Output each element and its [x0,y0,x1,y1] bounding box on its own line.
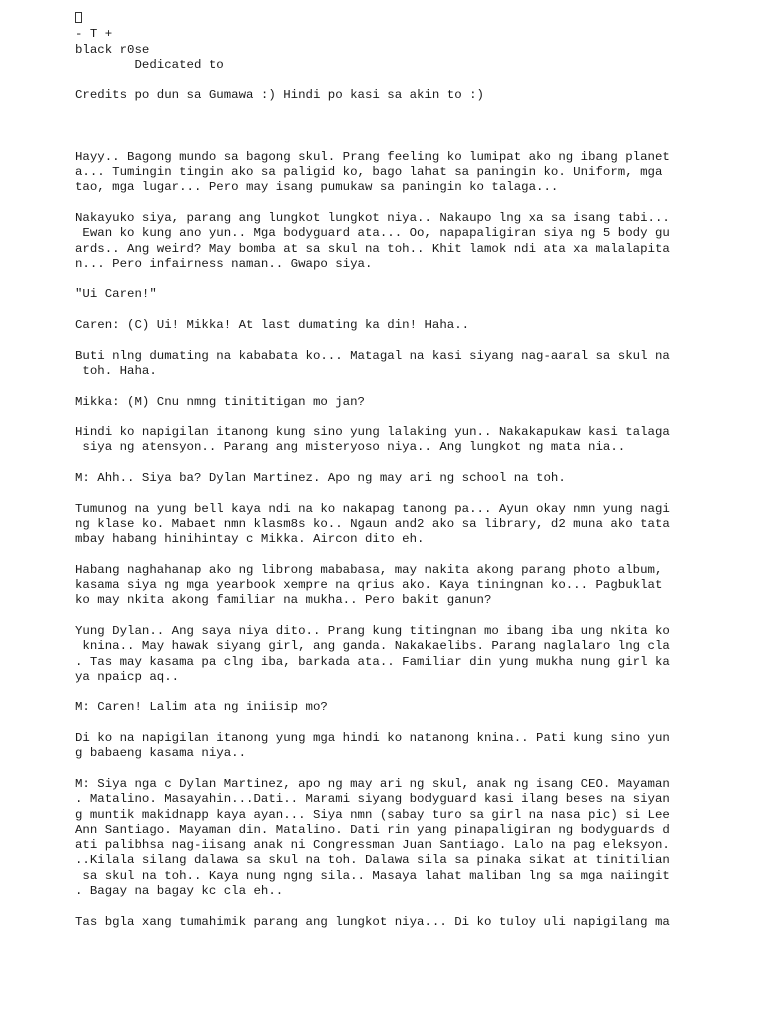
paragraph-gap [75,410,685,425]
paragraph-line: ng klase ko. Mabaet nmn klasm8s ko.. Ngaun and2 ako sa library, d2 muna ako tata [75,516,670,531]
story-paragraph [75,150,685,196]
spacer [75,104,685,150]
paragraph-line: a... Tumingin tingin ako sa paligid ko, bago lahat sa paningin ko. Uniform, mga [75,165,663,180]
paragraph-line: Ewan ko kung ano yun.. Mga bodyguard ata... Oo, napapaligiran siya ng 5 body gu [75,226,670,241]
paragraph-gap [75,196,685,211]
paragraph-line: mbay habang hinihintay c Mikka. Aircon dito eh. [75,532,425,547]
paragraph-line: knina.. May hawak siyang girl, ang ganda. Nakakaelibs. Parang naglalaro lng cla [75,639,670,654]
paragraph-gap [75,272,685,287]
paragraph-line: M: Ahh.. Siya ba? Dylan Martinez. Apo ng may ari ng school na toh. [75,471,566,486]
story-paragraph [75,700,685,715]
story-paragraph [75,318,685,333]
paragraph-line: Hindi ko napigilan itanong kung sino yung lalaking yun.. Nakakapukaw kasi talaga [75,425,670,440]
paragraph-line: Ann Santiago. Mayaman din. Matalino. Dati rin yang pinapaligiran ng bodyguards d [75,822,670,837]
paragraph-gap [75,609,685,624]
paragraph-line: Hayy.. Bagong mundo sa bagong skul. Prang feeling ko lumipat ako ng ibang planet [75,149,670,164]
paragraph-gap [75,333,685,348]
paragraph-line: g muntik makidnapp kaya ayan... Siya nmn (sabay turo sa girl na nasa pic) si Lee [75,807,670,822]
header-line-3: Dedicated to [75,57,224,72]
paragraph-line: Buti nlng dumating na kababata ko... Matagal na kasi siyang nag-aaral sa skul na [75,348,670,363]
paragraph-line: Yung Dylan.. Ang saya niya dito.. Prang kung titingnan mo ibang iba ung nkita ko [75,623,670,638]
spacer [75,73,685,88]
story-paragraph [75,731,685,762]
paragraph-line: Habang naghahanap ako ng librong mababasa, may nakita akong parang photo album, [75,562,663,577]
story-paragraph [75,287,685,302]
header-glyph-line [75,12,685,27]
paragraph-gap [75,303,685,318]
paragraph-line: g babaeng kasama niya.. [75,746,247,761]
paragraph-line: . Bagay na bagay kc cla eh.. [75,884,284,899]
story-paragraph [75,624,685,685]
paragraph-gap [75,456,685,471]
story-paragraph [75,915,685,930]
paragraph-line: ..Kilala silang dalawa sa skul na toh. Dalawa sila sa pinaka sikat at tinitilian [75,853,670,868]
paragraph-line: ati palibhsa nag-iisang anak ni Congressman Juan Santiago. Lalo na pag eleksyon. [75,838,670,853]
story-body [75,150,685,930]
paragraph-line: "Ui Caren!" [75,287,157,302]
paragraph-line: n... Pero infairness naman.. Gwapo siya. [75,256,373,271]
header-line-1: - T + [75,27,113,42]
paragraph-line: Nakayuko siya, parang ang lungkot lungkot niya.. Nakaupo lng xa sa isang tabi... [75,210,670,225]
paragraph-gap [75,685,685,700]
paragraph-line: . Matalino. Masayahin...Dati.. Marami siyang bodyguard kasi ilang beses na siyan [75,792,670,807]
paragraph-line: kasama siya ng mga yearbook xempre na qrius ako. Kaya tiningnan ko... Pagbuklat [75,578,663,593]
story-paragraph [75,471,685,486]
paragraph-line: Tumunog na yung bell kaya ndi na ko nakapag tanong pa... Ayun okay nmn yung nagi [75,501,670,516]
paragraph-line: ko may nkita akong familiar na mukha.. Pero bakit ganun? [75,593,492,608]
paragraph-line: M: Caren! Lalim ata ng iniisip mo? [75,700,328,715]
credits-line: Credits po dun sa Gumawa :) Hindi po kasi sa akin to :) [75,88,484,103]
paragraph-gap [75,379,685,394]
paragraph-line: ya npaicp aq.. [75,669,180,684]
paragraph-line: Caren: (C) Ui! Mikka! At last dumating ka din! Haha.. [75,318,470,333]
paragraph-line: sa skul na toh.. Kaya nung ngng sila.. Masaya lahat maliban lng sa mga naiingit [75,868,670,883]
paragraph-gap [75,716,685,731]
story-paragraph [75,395,685,410]
document-page [75,12,685,930]
paragraph-line: Mikka: (M) Cnu nmng tinititigan mo jan? [75,394,365,409]
paragraph-gap [75,899,685,914]
header-line-2: black r0se [75,42,150,57]
paragraph-line: toh. Haha. [75,363,157,378]
story-paragraph [75,349,685,380]
paragraph-line: tao, mga lugar... Pero may isang pumukaw sa paningin ko talaga... [75,180,559,195]
paragraph-gap [75,548,685,563]
story-paragraph [75,211,685,272]
paragraph-line: Tas bgla xang tumahimik parang ang lungkot niya... Di ko tuloy uli napigilang ma [75,914,670,929]
story-paragraph [75,425,685,456]
story-paragraph [75,563,685,609]
story-paragraph [75,502,685,548]
paragraph-gap [75,486,685,501]
paragraph-line: M: Siya nga c Dylan Martinez, apo ng may ari ng skul, anak ng isang CEO. Mayaman [75,776,670,791]
paragraph-gap [75,762,685,777]
paragraph-line: . Tas may kasama pa clng iba, barkada ata.. Familiar din yung mukha nung girl ka [75,654,670,669]
paragraph-line: Di ko na napigilan itanong yung mga hindi ko natanong knina.. Pati kung sino yun [75,731,670,746]
story-paragraph [75,777,685,899]
paragraph-line: siya ng atensyon.. Parang ang misteryoso niya.. Ang lungkot ng mata nia.. [75,440,626,455]
missing-glyph-icon [75,12,82,23]
paragraph-line: ards.. Ang weird? May bomba at sa skul na toh.. Khit lamok ndi ata xa malalapita [75,241,670,256]
